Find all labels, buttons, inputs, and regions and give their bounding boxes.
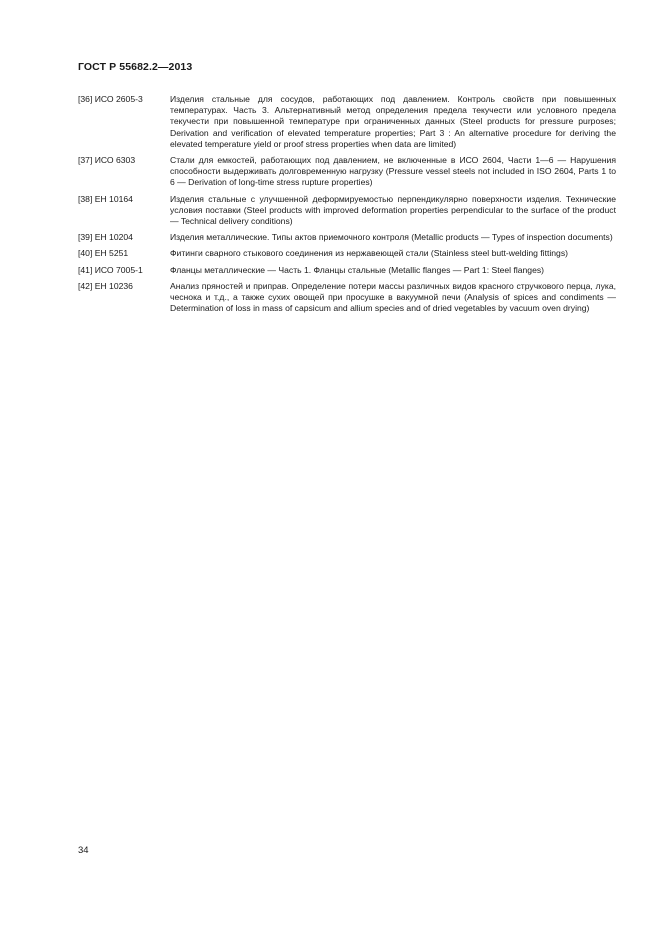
page-number: 34	[78, 845, 89, 856]
reference-text: Изделия металлические. Типы актов приемочного контроля (Metallic products — Types of inspection documents)	[170, 232, 613, 243]
reference-text: Стали для емкостей, работающих под давлением, не включенные в ИСО 2604, Части 1—6 — Нарушения способности выдерживать долговременную нагрузку (Pressure vessel steels not included in ISO 2604, Parts 1 to 6 — Derivation of long-time stress rupture properties)	[170, 155, 616, 188]
reference-text: Фланцы металлические — Часть 1. Фланцы стальные (Metallic flanges — Part 1: Steel flanges)	[170, 264, 545, 275]
bibliography-entry	[78, 155, 616, 189]
bibliography-entry	[78, 248, 616, 259]
bibliography-list	[78, 94, 616, 319]
bibliography-entry	[78, 281, 616, 315]
reference-text: Изделия стальные для сосудов, работающих под давлением. Контроль свойств при повышенных температурах. Часть 3. Альтернативный метод определения предела текучести или условного предела текучести при повышенной температуре при ограниченных данных (Steel products for pressure purposes; Derivation and verification of elevated temperature properties; Part 3 : An alternative procedure for deriving the elevated temperature yield or proof stress properties when data are limited)	[170, 94, 616, 149]
reference-code: [39] ЕН 10204	[78, 232, 133, 243]
bibliography-entry	[78, 94, 616, 150]
document-header: ГОСТ Р 55682.2—2013	[78, 61, 193, 73]
bibliography-entry	[78, 232, 616, 243]
reference-text: Фитинги сварного стыкового соединения из нержавеющей стали (Stainless steel butt-welding fittings)	[170, 248, 568, 259]
reference-code: [41] ИСО 7005-1	[78, 264, 143, 275]
reference-code: [42] ЕН 10236	[78, 280, 133, 291]
reference-code: [37] ИСО 6303	[78, 155, 136, 166]
reference-code: [40] ЕН 5251	[78, 248, 129, 259]
reference-text: Изделия стальные с улучшенной деформируемостью перпендикулярно поверхности изделия. Технические условия поставки (Steel products with improved deformation properties perpendicular to the surface of the product — Technical delivery conditions)	[170, 193, 616, 227]
bibliography-entry	[78, 194, 616, 228]
reference-text: Анализ пряностей и приправ. Определение потери массы различных видов красного стручкового перца, лука, чеснока и т.д., а также сухих овощей при просушке в вакуумной печи (Analysis of spices and condiments — Determination of loss in mass of capsicum and allium species and of dried vegetables by vacuum oven drying)	[170, 280, 616, 314]
reference-code: [36] ИСО 2605-3	[78, 94, 143, 104]
bibliography-entry	[78, 265, 616, 276]
reference-code: [38] ЕН 10164	[78, 193, 133, 204]
